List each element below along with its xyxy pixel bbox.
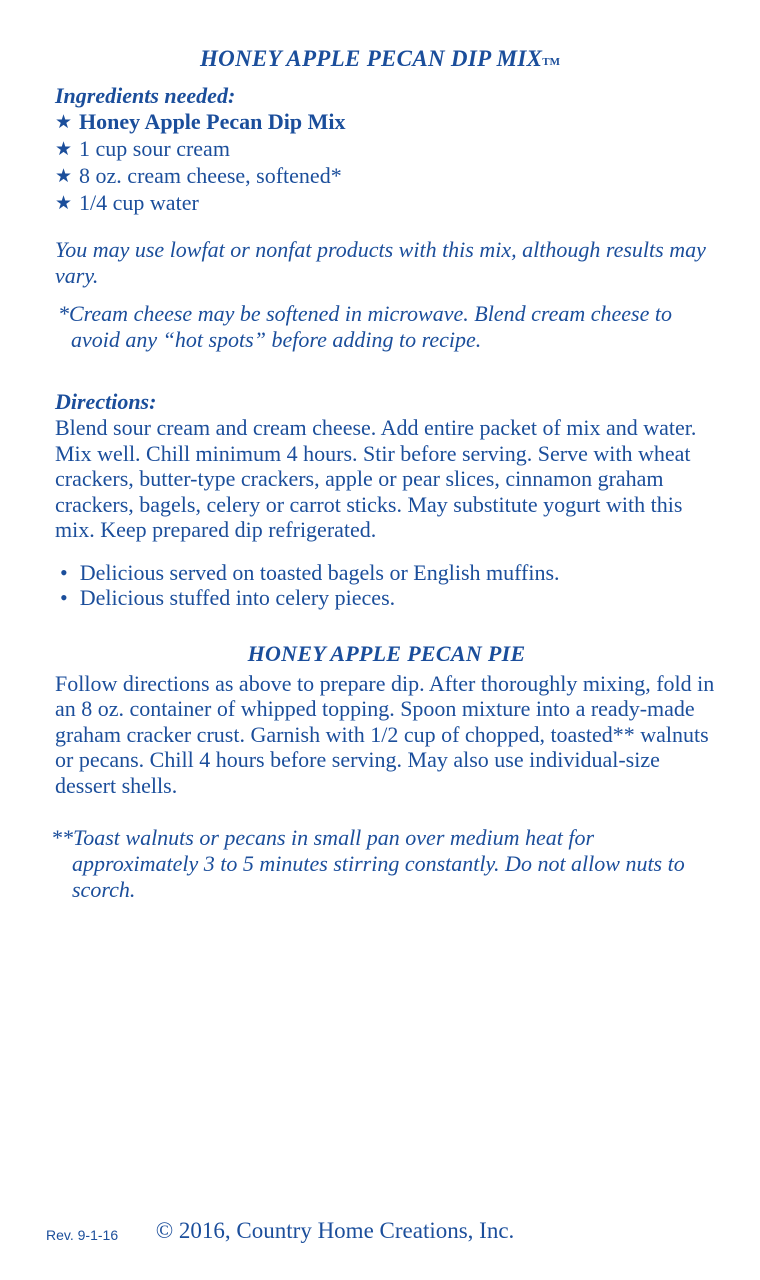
list-item xyxy=(55,136,718,163)
list-item xyxy=(55,109,718,136)
directions-body: Blend sour cream and cream cheese. Add entire packet of mix and water. Mix well. Chill minimum 4 hours. Stir before serving. Serve with wheat crackers, butter-type crackers, apple or pear slices, cinnamon graham crackers, bagels, celery or carrot sticks. May substitute yogurt with this mix. Keep prepared dip refrigerated. xyxy=(55,415,697,542)
star-bullet-icon: ★ xyxy=(55,139,73,160)
trademark-symbol: TM xyxy=(542,56,561,68)
recipe-content xyxy=(0,83,760,903)
ingredient-text: 1 cup sour cream xyxy=(79,136,230,161)
list-item xyxy=(55,585,718,611)
ingredient-text: 1/4 cup water xyxy=(79,190,199,215)
star-bullet-icon: ★ xyxy=(55,112,73,133)
list-item xyxy=(55,163,718,190)
ingredients-list xyxy=(55,109,718,217)
star-bullet-icon: ★ xyxy=(55,166,73,187)
page-title xyxy=(0,46,760,72)
ingredients-heading: Ingredients needed: xyxy=(55,83,236,108)
copyright-text: © 2016, Country Home Creations, Inc. xyxy=(155,1218,515,1243)
cream-cheese-note: *Cream cheese may be softened in microwave. Blend cream cheese to avoid any “hot spots” before adding to recipe. xyxy=(58,301,672,352)
star-bullet-icon: ★ xyxy=(55,193,73,214)
tip-text: Delicious served on toasted bagels or English muffins. xyxy=(79,559,560,585)
serving-tips-list xyxy=(55,560,718,611)
list-item xyxy=(55,560,718,586)
revision-label: Rev. 9-1-16 xyxy=(46,1227,119,1243)
page-title-text: HONEY APPLE PECAN DIP MIX xyxy=(199,46,543,71)
list-item xyxy=(55,190,718,217)
ingredient-text: 8 oz. cream cheese, softened* xyxy=(79,163,342,188)
tip-text: Delicious stuffed into celery pieces. xyxy=(79,585,396,610)
footer xyxy=(0,1218,760,1258)
dot-bullet-icon: • xyxy=(60,585,68,610)
ingredient-text: Honey Apple Pecan Dip Mix xyxy=(79,109,346,134)
lowfat-note: You may use lowfat or nonfat products with this mix, although results may vary. xyxy=(55,237,706,288)
pie-body: Follow directions as above to prepare dip. After thoroughly mixing, fold in an 8 oz. container of whipped topping. Spoon mixture into a ready-made graham cracker crust. Garnish with 1/2 cup of chopped, toasted** walnuts or pecans. Chill 4 hours before serving. May also use individual-size dessert shells. xyxy=(55,670,715,798)
toast-nuts-footnote: **Toast walnuts or pecans in small pan over medium heat for approximately 3 to 5 minutes stirring constantly. Do not allow nuts to scorch. xyxy=(51,825,685,902)
pie-heading: HONEY APPLE PECAN PIE xyxy=(247,640,526,666)
directions-heading: Directions: xyxy=(55,389,157,414)
dot-bullet-icon: • xyxy=(60,559,68,585)
